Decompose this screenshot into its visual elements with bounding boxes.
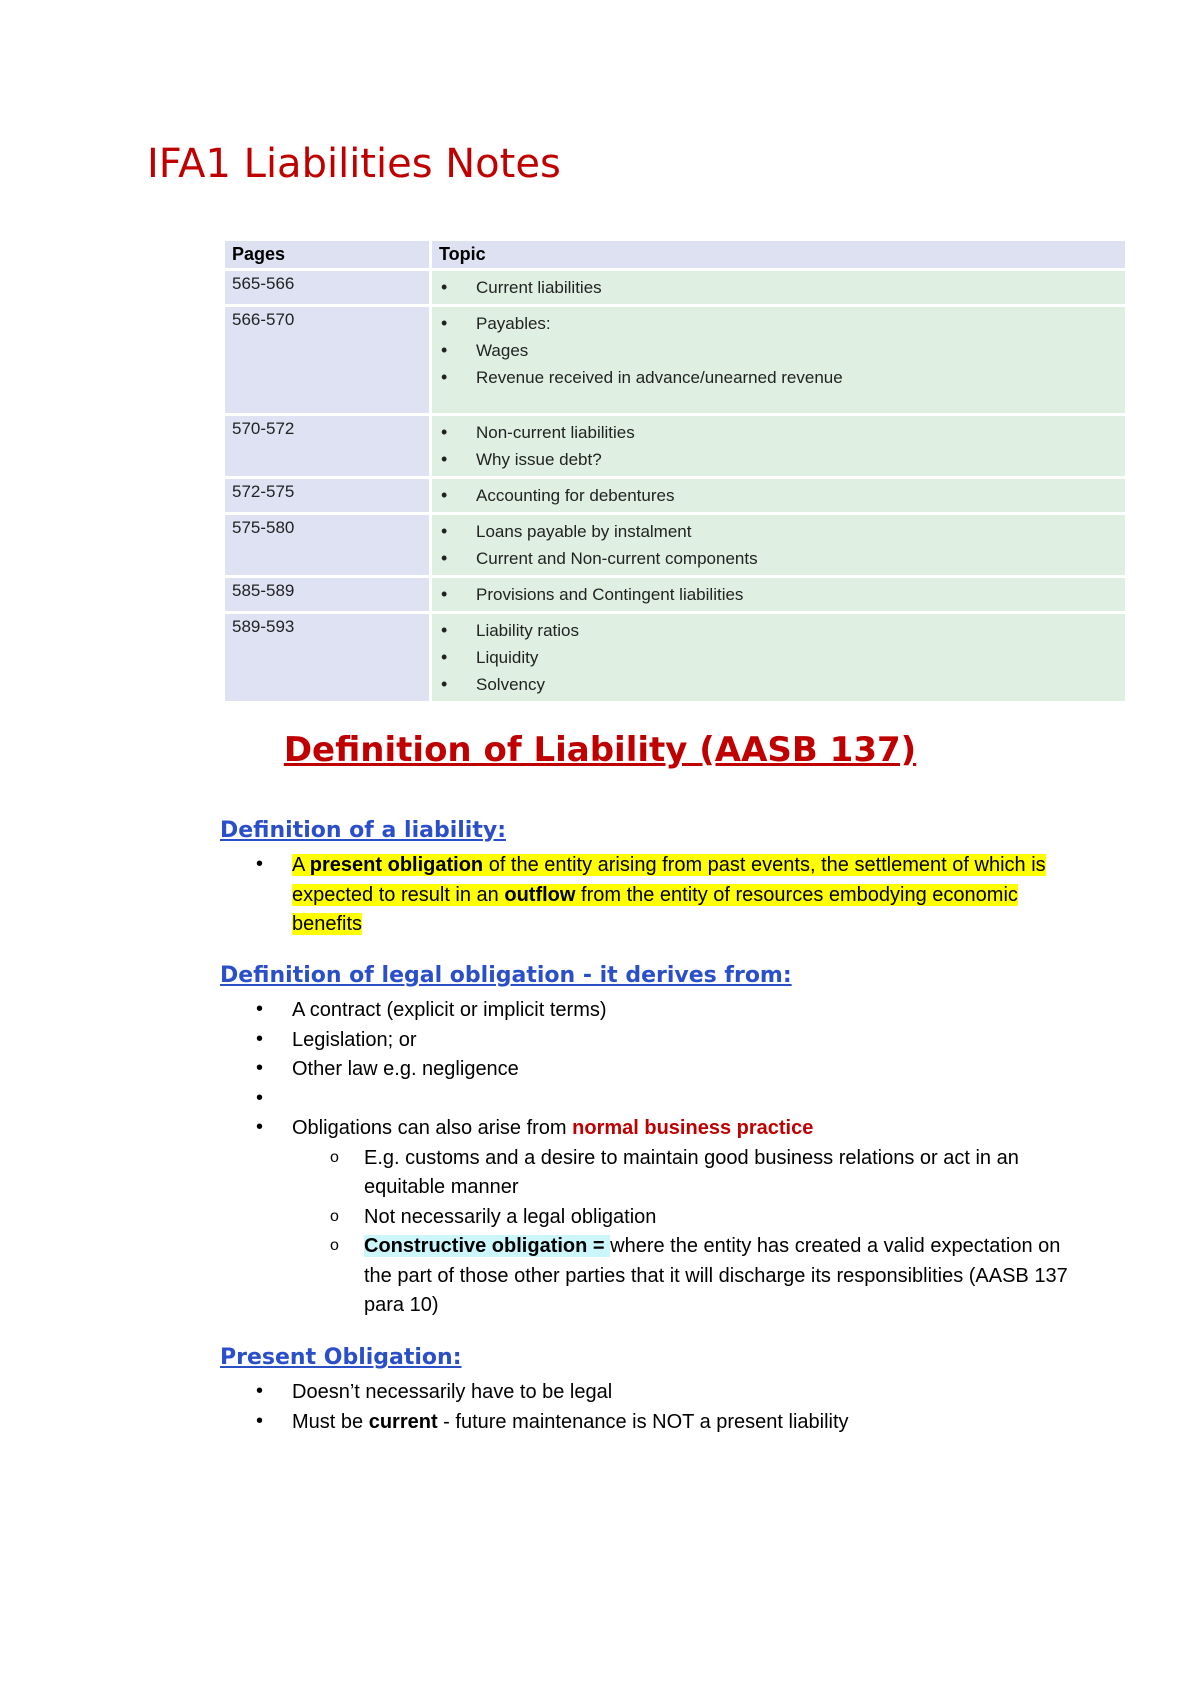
topic-cell (432, 271, 1125, 304)
legal-obligation-heading: Definition of legal obligation - it derives from: (220, 963, 792, 988)
topic-item: • Liquidity (439, 644, 1118, 671)
sub-list (292, 1144, 1080, 1321)
table-row (225, 307, 1125, 413)
highlighted-definition (292, 854, 1046, 935)
highlighted-term (364, 1235, 610, 1257)
list-item (220, 1408, 1080, 1438)
text-run: from the entity of resources embodying economic benefits (292, 883, 1018, 935)
text-run: Obligations can also arise from (292, 1117, 573, 1139)
topic-cell (432, 307, 1125, 413)
pages-column-header: Pages (225, 241, 429, 268)
topic-item: • Revenue received in advance/unearned revenue (439, 364, 1118, 391)
table-row (225, 515, 1125, 575)
topic-item: • Non-current liabilities (439, 419, 1118, 446)
list-item: • Doesn’t necessarily have to be legal (220, 1378, 1080, 1408)
pages-cell: 570-572 (225, 416, 429, 476)
present-obligation-list (220, 1378, 1080, 1437)
bold-term: present obligation (309, 854, 484, 876)
sub-list-item (292, 1232, 1080, 1321)
topic-cell (432, 614, 1125, 701)
topic-item: • Loans payable by instalment (439, 518, 1118, 545)
table-header-row (225, 241, 1125, 268)
text-run: A (292, 854, 310, 876)
bold-term: outflow (504, 883, 576, 906)
topic-item: • Provisions and Contingent liabilities (439, 581, 1118, 608)
liability-definition-list (220, 851, 1080, 940)
topic-item: • Liability ratios (439, 617, 1118, 644)
list-item: • Other law e.g. negligence (220, 1055, 1080, 1085)
table-row (225, 479, 1125, 512)
text-run: Must be (292, 1410, 369, 1433)
text-run: - future maintenance is NOT a present liability (437, 1410, 849, 1433)
list-item (220, 1114, 1080, 1321)
topic-item: • Payables: (439, 310, 1118, 337)
pages-cell: 566-570 (225, 307, 429, 413)
topic-item: • Accounting for debentures (439, 482, 1118, 509)
table-row (225, 271, 1125, 304)
topics-table (222, 238, 1128, 704)
sub-list-item: o Not necessarily a legal obligation (292, 1203, 1080, 1233)
pages-cell: 572-575 (225, 479, 429, 512)
bold-term: current (368, 1410, 438, 1433)
topic-cell (432, 578, 1125, 611)
list-item (220, 851, 1080, 940)
table-row (225, 614, 1125, 701)
text-run: where the entity has created a valid expectation on the part of those other parties that it will discharge its responsiblities (AASB 137 para 10) (364, 1235, 1068, 1316)
table-row (225, 416, 1125, 476)
topic-cell (432, 479, 1125, 512)
pages-cell: 565-566 (225, 271, 429, 304)
topic-item: • Wages (439, 337, 1118, 364)
document-title: IFA1 Liabilities Notes (147, 141, 561, 187)
emphasis-text: normal business practice (572, 1117, 814, 1139)
list-spacer (220, 1085, 1080, 1115)
topic-item: • Why issue debt? (439, 446, 1118, 473)
text-run: of the entity arising from past events, the settlement of which is expected to result in an (292, 854, 1046, 906)
table-row (225, 578, 1125, 611)
list-item: • Legislation; or (220, 1026, 1080, 1056)
legal-obligation-list (220, 996, 1080, 1321)
topic-item: • Current and Non-current components (439, 545, 1118, 572)
pages-cell: 585-589 (225, 578, 429, 611)
liability-definition-heading: Definition of a liability: (220, 818, 506, 843)
topic-item: • Current liabilities (439, 274, 1118, 301)
section-title: Definition of Liability (AASB 137) (283, 730, 917, 770)
present-obligation-heading: Present Obligation: (220, 1345, 462, 1370)
pages-cell: 589-593 (225, 614, 429, 701)
sub-list-item: o E.g. customs and a desire to maintain good business relations or act in an equitable manner (292, 1144, 1080, 1203)
pages-cell: 575-580 (225, 515, 429, 575)
bold-term: Constructive obligation = (364, 1235, 611, 1257)
topic-item: • Solvency (439, 671, 1118, 698)
list-item: • A contract (explicit or implicit terms) (220, 996, 1080, 1026)
topic-cell (432, 515, 1125, 575)
topic-cell (432, 416, 1125, 476)
topic-column-header: Topic (432, 241, 1125, 268)
